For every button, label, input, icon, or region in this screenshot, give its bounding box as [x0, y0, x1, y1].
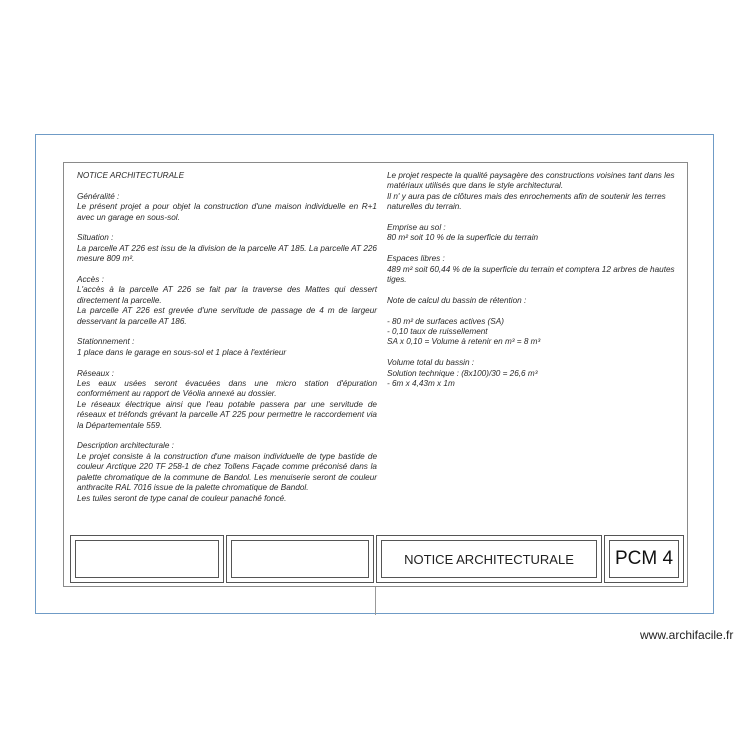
notice-line: Espaces libres : [387, 254, 445, 264]
title-block [64, 533, 689, 588]
notice-left-column [77, 171, 377, 504]
notice-line: Le projet respecte la qualité paysagère des constructions voisines tant dans les matériaux utilisés que dans le style architectural. [387, 171, 675, 191]
title-block-code: PCM 4 [614, 548, 674, 569]
title-block-cell-1 [70, 535, 224, 583]
title-block-cell-2 [226, 535, 374, 583]
title-block-title-cell [376, 535, 602, 583]
notice-line: Il n' y aura pas de clôtures mais des enrochements afin de soutenir les terres naturelles du terrain. [387, 191, 666, 212]
notice-line: Situation : [77, 233, 114, 243]
notice-line: La parcelle AT 226 est issu de la division de la parcelle AT 185. La parcelle AT 226 mesure 809 m². [77, 243, 377, 264]
notice-line [387, 244, 685, 254]
notice-line: Note de calcul du bassin de rétention : [387, 295, 527, 305]
notice-line [387, 213, 685, 223]
drawing-sheet [35, 134, 714, 614]
notice-line: Stationnement : [77, 337, 135, 347]
notice-line [77, 223, 377, 233]
notice-line: Volume total du bassin : [387, 358, 475, 368]
notice-line: Les eaux usées seront évacuées dans une micro station d'épuration conformément au rapport de Véolia annexé au dossier. [77, 379, 377, 399]
notice-line: La parcelle AT 226 est grevée d'une servitude de passage de 4 m de largeur desservant la parcelle AT 186. [77, 306, 377, 326]
notice-line: Emprise au sol : [387, 223, 446, 233]
notice-line: Réseaux : [77, 368, 114, 378]
watermark: www.archifacile.fr [640, 628, 734, 642]
notice-line: 80 m² soit 10 % de la superficie du terrain [387, 233, 539, 243]
notice-line: Solution technique : (8x100)/30 = 26,6 m³ [387, 368, 538, 378]
title-block-code-cell [604, 535, 684, 583]
notice-line: 489 m² soit 60,44 % de la superficie du terrain et comptera 12 arbres de hautes tiges. [387, 264, 675, 285]
notice-line: SA x 0,10 = Volume à retenir en m³ = 8 m³ [387, 337, 541, 347]
notice-line [77, 431, 377, 441]
notice-line: 1 place dans le garage en sous-sol et 1 place à l'extérieur [77, 347, 287, 357]
notice-line: L'accès à la parcelle AT 226 se fait par la traverse des Mattes qui dessert directement la parcelle. [77, 285, 377, 305]
notice-line: Le projet consiste à la construction d'une maison individuelle de type bastide de couleur Arctique 220 TF 258-1 de chez Tollens Façade comme préconisé dans la palette chromatique de la commune de Bandol. Les menuiserie seront de couleur anthracite RAL 7016 issue de la palette chromatique de Bandol. [77, 451, 377, 493]
notice-line: Les tuiles seront de type canal de couleur panaché foncé. [77, 493, 287, 503]
notice-line: Généralité : [77, 191, 120, 201]
notice-line [77, 265, 377, 275]
notice-line [387, 348, 685, 358]
notice-line: Description architecturale : [77, 441, 174, 451]
notice-line: Le présent projet a pour objet la construction d'une maison individuelle en R+1 avec un garage en sous-sol. [77, 202, 377, 222]
notice-line: Accès : [77, 275, 104, 285]
notice-line [387, 285, 685, 295]
notice-line: Le réseaux électrique ainsi que l'eau potable passera par une servitude de réseaux et tréfonds grévant la parcelle AT 225 pour permettre le raccordement via la Départementale 559. [77, 399, 377, 430]
sheet-divider-line [375, 587, 376, 615]
notice-line [77, 358, 377, 368]
title-block-title: NOTICE ARCHITECTURALE [404, 551, 574, 567]
notice-right-column [387, 171, 685, 389]
sheet-frame [63, 162, 688, 587]
notice-line [387, 306, 685, 316]
notice-line [77, 327, 377, 337]
notice-line: NOTICE ARCHITECTURALE [77, 171, 185, 180]
notice-line: - 6m x 4,43m x 1m [387, 379, 455, 389]
notice-line: - 80 m² de surfaces actives (SA) [387, 316, 504, 326]
notice-line [77, 181, 377, 191]
notice-line: - 0,10 taux de ruissellement [387, 327, 488, 337]
